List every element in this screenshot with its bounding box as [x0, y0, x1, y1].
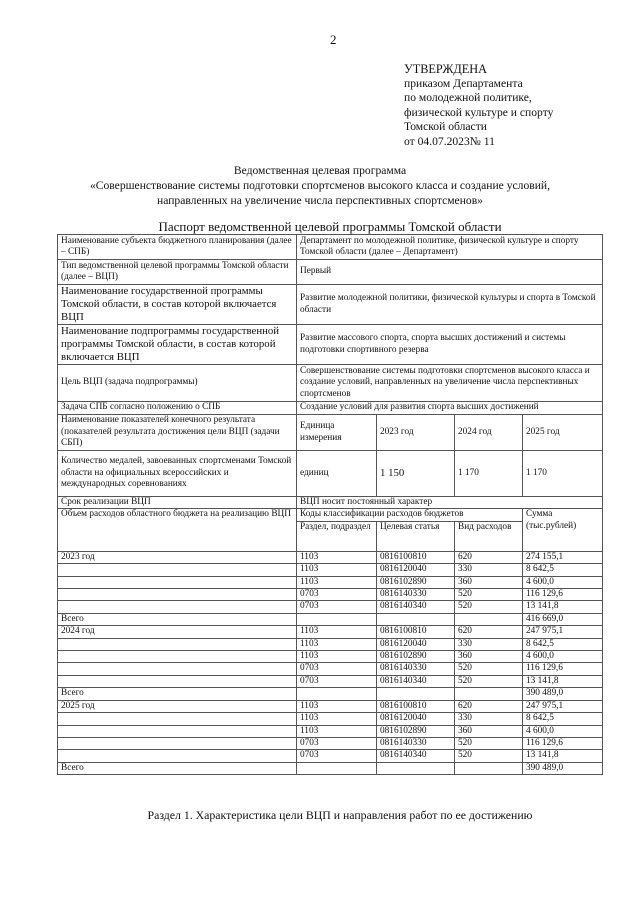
section-cell: 0703: [297, 737, 377, 749]
year-cell: 2024 год: [58, 626, 297, 638]
budget-total-row: [58, 762, 603, 774]
article-cell: 0816140340: [377, 675, 455, 687]
year-cell: [58, 725, 297, 737]
budget-row: [58, 564, 603, 576]
table-row-budget-header: [58, 509, 603, 521]
kind-cell: 330: [455, 564, 523, 576]
section-header: Раздел, подраздел: [297, 521, 377, 551]
codes-header: Коды классификации расходов бюджетов: [297, 509, 523, 521]
budget-label: Объем расходов областного бюджета на реализацию ВЦП: [58, 509, 297, 551]
empty-cell: [377, 613, 455, 625]
article-cell: 0816102890: [377, 725, 455, 737]
year-header-2024: 2024 год: [455, 415, 523, 451]
empty-cell: [377, 762, 455, 774]
total-sum: 416 669,0: [523, 613, 603, 625]
table-row-subprogram: [58, 325, 603, 365]
table-row-indicators-header: [58, 415, 603, 451]
budget-row: [58, 737, 603, 749]
approval-line: физической культуре и спорту: [404, 105, 554, 119]
approval-line: Томской области: [404, 120, 487, 134]
row-value: Совершенствование системы подготовки спортсменов высокого класса и создание условий, направленных на увеличение числа перспективных спортсменов: [297, 365, 603, 402]
article-cell: 0816140330: [377, 737, 455, 749]
empty-cell: [377, 688, 455, 700]
row-label: Наименование субъекта бюджетного планирования (далее – СПБ): [58, 235, 297, 260]
passport-title: Паспорт ведомственной целевой программы Томской области: [158, 219, 502, 234]
year-cell: [58, 589, 297, 601]
budget-row: [58, 576, 603, 588]
row-label: Наименование подпрограммы государственной программы Томской области, в состав которой включается ВЦП: [58, 325, 297, 365]
empty-cell: [297, 688, 377, 700]
indicator-value-2023: 1 150: [377, 451, 455, 497]
sum-cell: 116 129,6: [523, 737, 603, 749]
budget-row: [58, 638, 603, 650]
sum-cell: 13 141,8: [523, 675, 603, 687]
empty-cell: [297, 762, 377, 774]
row-label: Тип ведомственной целевой программы Томской области (далее – ВЦП): [58, 260, 297, 285]
table-row-term: [58, 497, 603, 509]
kind-cell: 360: [455, 725, 523, 737]
sum-cell: 4 600,0: [523, 651, 603, 663]
budget-total-row: [58, 688, 603, 700]
kind-cell: 520: [455, 589, 523, 601]
row-value: Создание условий для развития спорта высших достижений: [297, 402, 603, 415]
sum-header: Сумма (тыс.рублей): [523, 509, 603, 551]
section-cell: 1103: [297, 638, 377, 650]
article-cell: 0816120040: [377, 713, 455, 725]
article-cell: 0816100810: [377, 551, 455, 563]
empty-cell: [455, 688, 523, 700]
budget-row: [58, 651, 603, 663]
sum-cell: 4 600,0: [523, 576, 603, 588]
kind-cell: 520: [455, 737, 523, 749]
budget-row: [58, 551, 603, 563]
article-cell: 0816102890: [377, 651, 455, 663]
table-row-subject: [58, 235, 603, 260]
article-cell: 0816102890: [377, 576, 455, 588]
row-value: Развитие массового спорта, спорта высших достижений и системы подготовки спортивного резерва: [297, 325, 603, 365]
section-cell: 1103: [297, 725, 377, 737]
row-value: Первый: [297, 260, 603, 285]
kind-cell: 520: [455, 750, 523, 762]
year-cell: [58, 564, 297, 576]
table-row-task: [58, 402, 603, 415]
year-header-2025: 2025 год: [523, 415, 603, 451]
budget-row: [58, 713, 603, 725]
article-cell: 0816100810: [377, 700, 455, 712]
table-row-type: [58, 260, 603, 285]
kind-cell: 620: [455, 700, 523, 712]
budget-total-row: [58, 613, 603, 625]
sum-cell: 247 975,1: [523, 626, 603, 638]
table-row-goal: [58, 365, 603, 402]
section-cell: 0703: [297, 601, 377, 613]
budget-row: [58, 626, 603, 638]
section-cell: 1103: [297, 576, 377, 588]
budget-rows: [58, 551, 603, 774]
empty-cell: [455, 613, 523, 625]
year-cell: [58, 750, 297, 762]
row-value: Департамент по молодежной политике, физической культуре и спорту Томской области (далее – Департамент): [297, 235, 603, 260]
table-row-state-program: [58, 285, 603, 325]
budget-row: [58, 663, 603, 675]
kind-cell: 620: [455, 551, 523, 563]
sum-cell: 116 129,6: [523, 589, 603, 601]
sum-cell: 4 600,0: [523, 725, 603, 737]
sum-cell: 247 975,1: [523, 700, 603, 712]
article-cell: 0816140330: [377, 589, 455, 601]
sum-cell: 274 155,1: [523, 551, 603, 563]
kind-cell: 620: [455, 626, 523, 638]
section-cell: 0703: [297, 675, 377, 687]
kind-cell: 360: [455, 576, 523, 588]
kind-cell: 520: [455, 663, 523, 675]
budget-row: [58, 750, 603, 762]
total-sum: 390 489,0: [523, 762, 603, 774]
section-cell: 1103: [297, 564, 377, 576]
year-cell: [58, 601, 297, 613]
sum-cell: 8 642,5: [523, 638, 603, 650]
year-cell: [58, 651, 297, 663]
year-cell: [58, 638, 297, 650]
total-label: Всего: [58, 688, 297, 700]
budget-row: [58, 700, 603, 712]
sum-cell: 116 129,6: [523, 663, 603, 675]
indicator-value-2025: 1 170: [523, 451, 603, 497]
approval-stamp: [404, 62, 553, 150]
year-cell: 2023 год: [58, 551, 297, 563]
article-cell: 0816100810: [377, 626, 455, 638]
program-title: [0, 163, 640, 208]
total-label: Всего: [58, 613, 297, 625]
kind-cell: 330: [455, 638, 523, 650]
article-cell: 0816140340: [377, 750, 455, 762]
indicator-value-2024: 1 170: [455, 451, 523, 497]
row-label: Наименование государственной программы Томской области, в состав которой включается ВЦП: [58, 285, 297, 325]
year-cell: [58, 713, 297, 725]
year-cell: [58, 675, 297, 687]
section-cell: 1103: [297, 626, 377, 638]
row-value: Развитие молодежной политики, физической культуры и спорта в Томской области: [297, 285, 603, 325]
empty-cell: [297, 613, 377, 625]
program-title-line: «Совершенствование системы подготовки спортсменов высокого класса и создание условий,: [89, 179, 551, 192]
unit-header: Единица измерения: [297, 415, 377, 451]
approval-date-line: от 04.07.2023№ 11: [404, 134, 495, 148]
row-label: Задача СПБ согласно положению о СПБ: [58, 402, 297, 415]
kind-cell: 520: [455, 675, 523, 687]
approval-heading: УТВЕРЖДЕНА: [404, 62, 488, 76]
year-cell: [58, 576, 297, 588]
total-sum: 390 489,0: [523, 688, 603, 700]
section-heading: Раздел 1. Характеристика цели ВЦП и направления работ по ее достижению: [147, 808, 533, 822]
passport-table: [57, 234, 603, 775]
section-cell: 0703: [297, 589, 377, 601]
budget-row: [58, 589, 603, 601]
program-title-line: направленных на увеличение числа перспективных спортсменов»: [157, 194, 483, 207]
kind-cell: 360: [455, 651, 523, 663]
section-cell: 1103: [297, 700, 377, 712]
section-cell: 1103: [297, 651, 377, 663]
page-number: 2: [330, 32, 337, 47]
section-cell: 1103: [297, 713, 377, 725]
sum-cell: 8 642,5: [523, 564, 603, 576]
sum-cell: 8 642,5: [523, 713, 603, 725]
row-value: ВЦП носит постоянный характер: [297, 497, 603, 509]
total-label: Всего: [58, 762, 297, 774]
table-row-indicator: [58, 451, 603, 497]
year-cell: [58, 663, 297, 675]
article-header: Целевая статья: [377, 521, 455, 551]
kind-cell: 520: [455, 601, 523, 613]
article-cell: 0816120040: [377, 638, 455, 650]
row-label: Срок реализации ВЦП: [58, 497, 297, 509]
indicator-unit: единиц: [297, 451, 377, 497]
article-cell: 0816120040: [377, 564, 455, 576]
row-label: Цель ВЦП (задача подпрограммы): [58, 365, 297, 402]
section-cell: 0703: [297, 750, 377, 762]
section-cell: 1103: [297, 551, 377, 563]
year-header-2023: 2023 год: [377, 415, 455, 451]
sum-cell: 13 141,8: [523, 601, 603, 613]
approval-line: по молодежной политике,: [404, 91, 532, 105]
empty-cell: [455, 762, 523, 774]
approval-line: приказом Департамента: [404, 76, 523, 90]
kind-header: Вид расходов: [455, 521, 523, 551]
article-cell: 0816140330: [377, 663, 455, 675]
kind-cell: 330: [455, 713, 523, 725]
program-title-line: Ведомственная целевая программа: [233, 164, 407, 177]
budget-row: [58, 725, 603, 737]
row-label: Наименование показателей конечного результата (показателей результата достижения цели ВЦП (задачи СБП): [58, 415, 297, 451]
year-cell: [58, 737, 297, 749]
article-cell: 0816140340: [377, 601, 455, 613]
sum-cell: 13 141,8: [523, 750, 603, 762]
year-cell: 2025 год: [58, 700, 297, 712]
budget-row: [58, 601, 603, 613]
indicator-label: Количество медалей, завоеванных спортсменами Томской области на официальных всероссийских и международных соревнованиях: [58, 451, 297, 497]
budget-row: [58, 675, 603, 687]
section-cell: 0703: [297, 663, 377, 675]
